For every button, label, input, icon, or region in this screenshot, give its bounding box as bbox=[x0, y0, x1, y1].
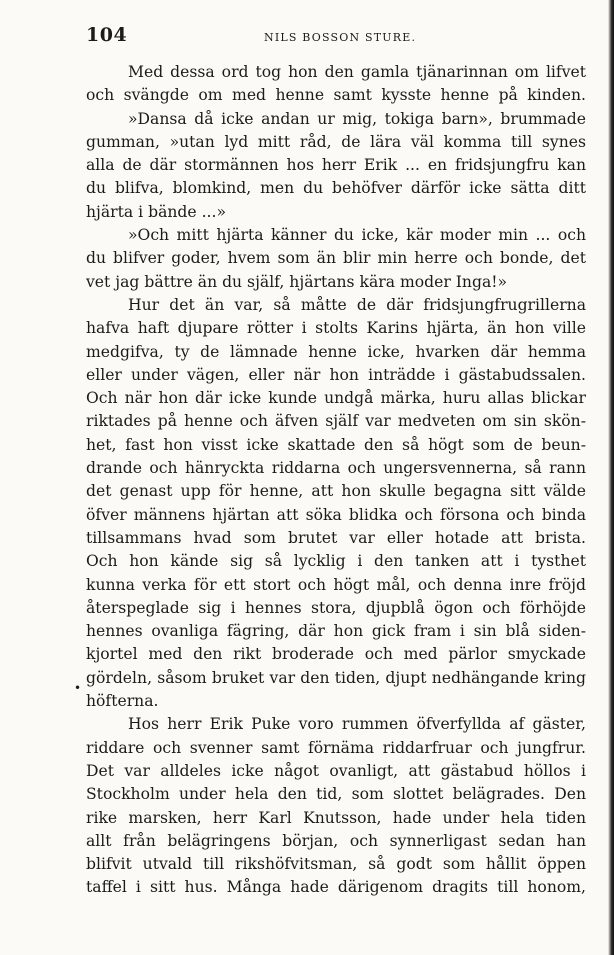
text-line: det genast upp för henne, att hon skulle begagna sitt välde bbox=[86, 482, 586, 501]
text-line: Och hon kände sig så lycklig i den tanken att i tysthet bbox=[86, 552, 586, 571]
text-line: Det var alldeles icke något ovanligt, att gästabud höllos i bbox=[86, 761, 586, 780]
text-line: Stockholm under hela den tid, som slottet belägrades. Den bbox=[86, 785, 586, 804]
text-line: riddare och svenner samt förnäma riddarfruar och jungfrur. bbox=[86, 738, 586, 757]
text-line: tillsammans hvad som brutet var eller hotade att brista. bbox=[86, 528, 586, 547]
text-line: allt från belägringens början, och synnerligast sedan han bbox=[86, 831, 586, 850]
running-title: NILS BOSSON STURE. bbox=[264, 31, 417, 44]
body-text bbox=[86, 61, 586, 900]
text-line: blifvit utvald till rikshöfvitsman, så godt som hållit öppen bbox=[86, 855, 586, 874]
text-line: återspeglade sig i hennes stora, djupblå ögon och förhöjde bbox=[86, 598, 586, 617]
page-number: 104 bbox=[86, 24, 128, 46]
text-line: Hos herr Erik Puke voro rummen öfverfyllda af gäster, bbox=[128, 715, 586, 734]
text-line: eller under vägen, eller när hon inträdde i gästabudssalen. bbox=[86, 365, 586, 384]
text-line: taffel i sitt hus. Många hade därigenom dragits till honom, bbox=[86, 878, 586, 897]
text-line: het, fast hon visst icke skattade den så högt som de beun- bbox=[86, 435, 586, 454]
page-edge-shadow bbox=[608, 0, 614, 955]
text-line: kunna verka för ett stort och högt mål, och denna inre fröjd bbox=[86, 575, 586, 594]
text-line: hafva haft djupare rötter i stolts Karins hjärta, än hon ville bbox=[86, 319, 586, 338]
text-line: höfterna. bbox=[86, 692, 159, 711]
text-line: drande och hänryckta riddarna och ungersvennerna, så rann bbox=[86, 459, 586, 478]
text-line: du blifva, blomkind, men du behöfver därför icke sätta ditt bbox=[86, 179, 586, 198]
text-line: vet jag bättre än du själf, hjärtans kära moder Inga!» bbox=[86, 272, 508, 291]
page-header bbox=[86, 24, 586, 48]
text-line: »Dansa då icke andan ur mig, tokiga barn», brummade bbox=[128, 109, 586, 128]
margin-mark: • bbox=[74, 681, 82, 695]
text-line: öfver männens hjärtan att söka blidka och försona och binda bbox=[86, 505, 586, 524]
text-line: medgifva, ty de lämnade henne icke, hvarken där hemma bbox=[86, 342, 586, 361]
text-line: hjärta i bände ...» bbox=[86, 202, 226, 221]
text-line: gördeln, såsom bruket var den tiden, djupt nedhängande kring bbox=[86, 668, 586, 687]
text-line: »Och mitt hjärta känner du icke, kär moder min ... och bbox=[128, 226, 586, 245]
text-line: Med dessa ord tog hon den gamla tjänarinnan om lifvet bbox=[128, 63, 586, 81]
text-line: hennes ovanliga fägring, där hon gick fram i sin blå siden- bbox=[86, 622, 586, 641]
text-line: Och när hon där icke kunde undgå märka, huru allas blickar bbox=[86, 389, 586, 408]
text-line: alla de där stormännen hos herr Erik ... en fridsjungfru kan bbox=[86, 156, 586, 175]
text-line: gumman, »utan lyd mitt råd, de lära väl komma till synes bbox=[86, 132, 586, 151]
text-line: du blifver goder, hvem som än blir min herre och bonde, det bbox=[86, 249, 586, 268]
text-line: rike marsken, herr Karl Knutsson, hade under hela tiden bbox=[86, 808, 586, 827]
text-line: riktades på henne och äfven själf var medveten om sin skön- bbox=[86, 412, 586, 431]
text-line: Hur det än var, så måtte de där fridsjungfrugrillerna bbox=[128, 295, 586, 314]
text-line: kjortel med den rikt broderade och med pärlor smyckade bbox=[86, 645, 586, 664]
text-line: och svängde om med henne samt kysste henne på kinden. bbox=[86, 86, 586, 105]
